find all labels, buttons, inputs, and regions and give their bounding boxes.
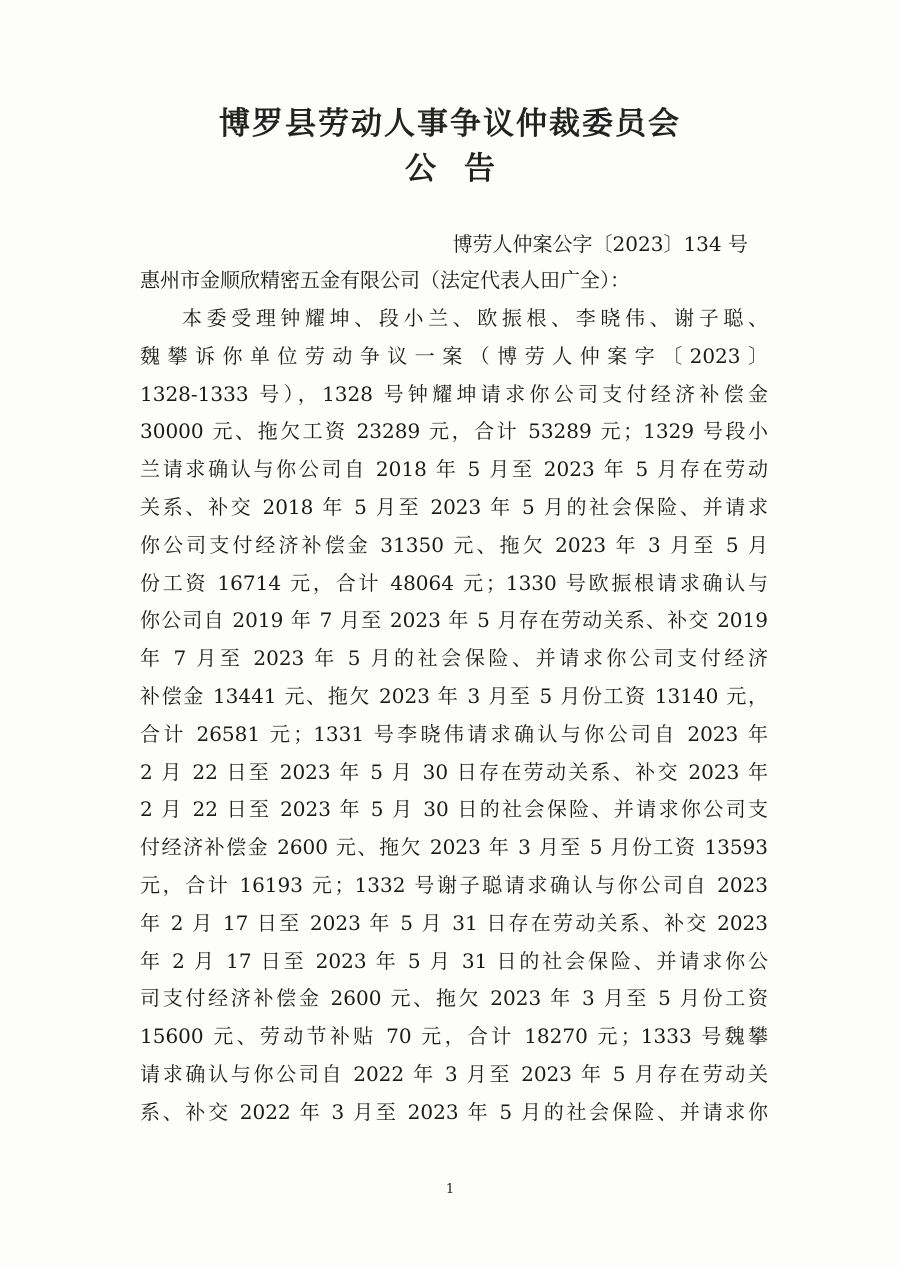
body-line: 请求确认与你公司自 2022 年 3 月至 2023 年 5 月存在劳动关 <box>140 1061 768 1086</box>
body-line: 付经济补偿金 2600 元、拖欠 2023 年 3 月至 5 月份工资 13593 <box>140 835 768 860</box>
body-line: 你公司支付经济补偿金 31350 元、拖欠 2023 年 3 月至 5 月 <box>140 532 768 557</box>
body-line: 本委受理钟耀坤、段小兰、欧振根、李晓伟、谢子聪、 <box>182 306 768 330</box>
body-line: 兰请求确认与你公司自 2018 年 5 月至 2023 年 5 月存在劳动 <box>140 457 768 482</box>
body-line: 1328-1333 号），1328 号钟耀坤请求你公司支付经济补偿金 <box>140 381 768 406</box>
body-line: 合计 26581 元；1331 号李晓伟请求确认与你公司自 2023 年 <box>140 721 768 746</box>
notice-body <box>140 300 768 1132</box>
body-line: 你公司自 2019 年 7 月至 2023 年 5 月存在劳动关系、补交 2019 <box>140 608 768 633</box>
body-line: 补偿金 13441 元、拖欠 2023 年 3 月至 5 月份工资 13140 元， <box>140 683 768 708</box>
body-line: 年 7 月至 2023 年 5 月的社会保险、并请求你公司支付经济 <box>140 646 768 671</box>
body-line: 2 月 22 日至 2023 年 5 月 30 日存在劳动关系、补交 2023 年 <box>140 759 768 784</box>
body-line: 系、补交 2022 年 3 月至 2023 年 5 月的社会保险、并请求你 <box>140 1099 768 1124</box>
case-number: 博劳人仲案公字〔2023〕134 号 <box>452 232 748 256</box>
body-line: 魏攀诉你单位劳动争议一案（博劳人仲案字〔2023〕 <box>140 343 768 368</box>
page-number: 1 <box>445 1182 455 1197</box>
body-line: 份工资 16714 元，合计 48064 元；1330 号欧振根请求确认与 <box>140 570 768 595</box>
document-subtitle: 公告 <box>405 151 523 187</box>
body-line: 年 2 月 17 日至 2023 年 5 月 31 日存在劳动关系、补交 2023 <box>140 910 768 935</box>
body-line: 15600 元、劳动节补贴 70 元，合计 18270 元；1333 号魏攀 <box>140 1024 768 1049</box>
body-line: 2 月 22 日至 2023 年 5 月 30 日的社会保险、并请求你公司支 <box>140 797 768 822</box>
document-title: 博罗县劳动人事争议仲裁委员会 <box>219 106 681 142</box>
body-line: 关系、补交 2018 年 5 月至 2023 年 5 月的社会保险、并请求 <box>140 494 768 519</box>
body-line: 司支付经济补偿金 2600 元、拖欠 2023 年 3 月至 5 月份工资 <box>140 986 768 1011</box>
body-line: 30000 元、拖欠工资 23289 元，合计 53289 元；1329 号段小 <box>140 419 768 444</box>
body-line: 年 2 月 17 日至 2023 年 5 月 31 日的社会保险、并请求你公 <box>140 948 768 973</box>
addressee: 惠州市金顺欣精密五金有限公司（法定代表人田广全）： <box>140 268 630 292</box>
body-line: 元，合计 16193 元；1332 号谢子聪请求确认与你公司自 2023 <box>140 872 768 897</box>
